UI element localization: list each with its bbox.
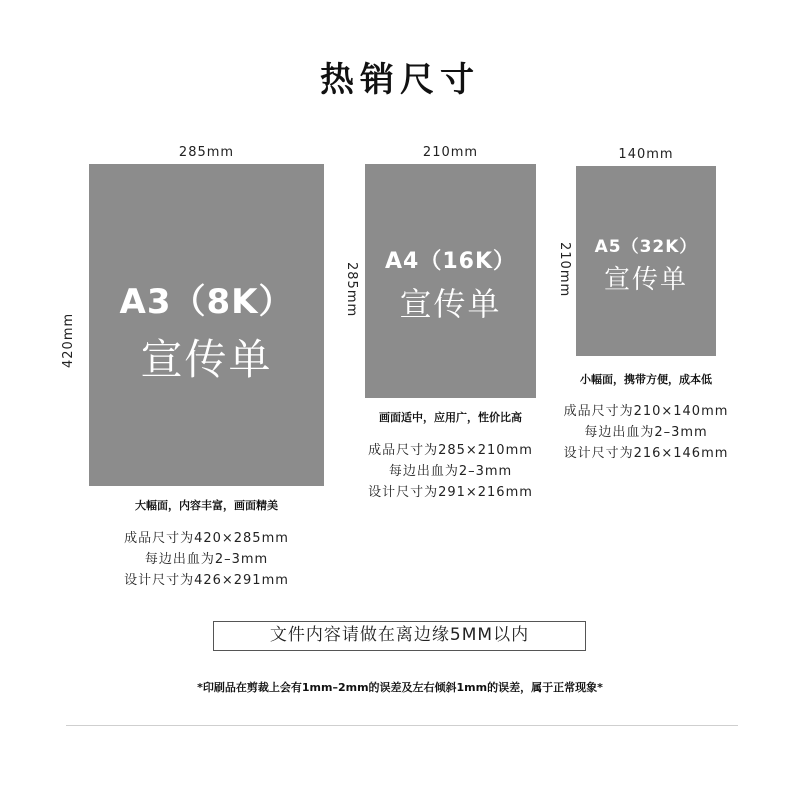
- a3-spec-line: 成品尺寸为420×285mm: [124, 531, 289, 546]
- a5-spec-line: 每边出血为2–3mm: [584, 425, 708, 440]
- a3-kind: 宣传单: [140, 335, 273, 384]
- a5-spec-line: 成品尺寸为210×140mm: [563, 404, 729, 419]
- a5-kind: 宣传单: [603, 265, 688, 295]
- a4-spec-line: 成品尺寸为285×210mm: [368, 443, 533, 458]
- a3-spec-line: 每边出血为2–3mm: [144, 552, 269, 567]
- page-title: 热销尺寸: [320, 60, 480, 100]
- a3-spec-line: 设计尺寸为426×291mm: [124, 573, 289, 588]
- a3-sheet: [89, 164, 324, 486]
- a3-specs: [89, 528, 324, 591]
- tolerance-footnote: *印刷品在剪裁上会有1mm–2mm的误差及左右倾斜1mm的误差，属于正常现象*: [197, 681, 603, 694]
- bottom-divider: [66, 725, 738, 726]
- a4-feature: 画面适中，应用广，性价比高: [379, 411, 522, 424]
- a4-width-label: 210mm: [422, 145, 479, 160]
- a3-height-label: 420mm: [61, 312, 76, 368]
- a4-code: A4（16K）: [385, 249, 516, 274]
- a4-height-label: 285mm: [344, 262, 359, 318]
- a3-width-label: 285mm: [178, 145, 235, 160]
- a5-spec-line: 设计尺寸为216×146mm: [563, 446, 729, 461]
- a4-sheet: [365, 164, 536, 398]
- a5-sheet: [576, 166, 716, 356]
- a4-spec-line: 设计尺寸为291×216mm: [368, 485, 533, 500]
- a3-code: A3（8K）: [119, 282, 294, 322]
- a4-spec-line: 每边出血为2–3mm: [388, 464, 513, 479]
- margin-notice-box: 文件内容请做在离边缘5MM以内: [213, 621, 586, 651]
- a5-height-label: 210mm: [557, 242, 572, 298]
- a3-feature: 大幅面，内容丰富，画面精美: [135, 499, 278, 512]
- a5-specs: [546, 401, 746, 464]
- a5-width-label: 140mm: [618, 147, 674, 162]
- a5-feature: 小幅面，携带方便，成本低: [580, 373, 712, 386]
- a5-code: A5（32K）: [594, 237, 698, 257]
- a4-specs: [340, 440, 561, 503]
- a4-kind: 宣传单: [399, 285, 502, 323]
